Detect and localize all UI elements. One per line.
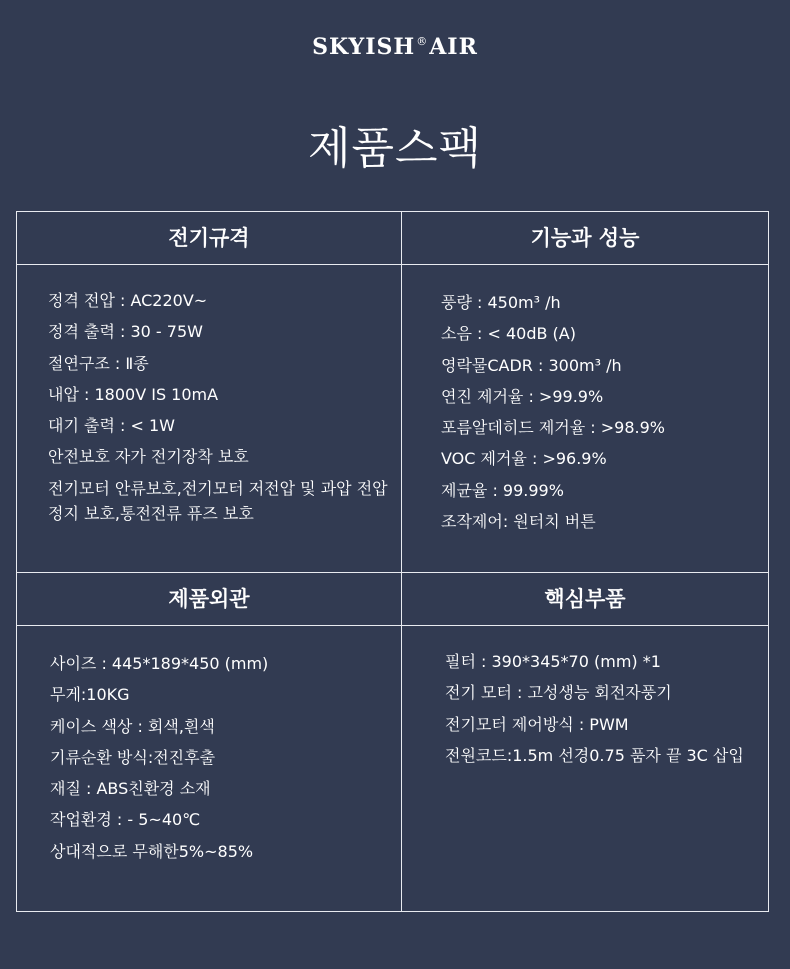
spec-item: 케이스 색상 : 회색,흰색 bbox=[50, 716, 215, 736]
spec-item: 연진 제거율 : >99.9% bbox=[441, 386, 604, 406]
spec-item: 소음 : < 40dB (A) bbox=[441, 324, 576, 344]
spec-item: 무게:10KG bbox=[50, 685, 130, 705]
section-heading-appearance: 제품외관 bbox=[168, 587, 250, 611]
spec-item: 사이즈 : 445*189*450 (mm) bbox=[50, 654, 269, 673]
spec-item: 상대적으로 무해한5%~85% bbox=[50, 841, 254, 861]
spec-item: 조작제어: 원터치 버튼 bbox=[441, 512, 596, 532]
spec-item: 제균율 : 99.99% bbox=[441, 480, 564, 500]
spec-item: 영락물CADR : 300m³ /h bbox=[441, 355, 622, 375]
brand-logo bbox=[0, 34, 790, 60]
row-divider bbox=[17, 625, 768, 626]
spec-item: 전원코드:1.5m 선경0.75 품자 끝 3C 삽입 bbox=[445, 745, 744, 765]
spec-item: 내압 : 1800V IS 10mA bbox=[48, 384, 219, 404]
spec-item: 포름알데히드 제거율 : >98.9% bbox=[441, 418, 665, 438]
section-heading-electrical: 전기규격 bbox=[168, 226, 250, 250]
spec-item: 풍량 : 450m³ /h bbox=[441, 293, 561, 312]
spec-item: 정격 출력 : 30 - 75W bbox=[48, 322, 203, 342]
page-title: 제품스팩 bbox=[307, 123, 482, 174]
brand-name-right: AIR bbox=[429, 34, 478, 60]
spec-item: 전기모터 안류보호,전기모터 저전압 및 과압 전압 정지 보호,통전전류 퓨즈 보호 bbox=[48, 478, 388, 523]
section-heading-core-parts: 핵심부품 bbox=[544, 587, 626, 611]
spec-item: 정격 전압 : AC220V~ bbox=[48, 291, 208, 310]
section-list-performance bbox=[441, 287, 761, 537]
column-divider bbox=[401, 212, 402, 911]
spec-table bbox=[16, 211, 769, 912]
spec-item: 대기 출력 : < 1W bbox=[48, 416, 175, 436]
spec-item: 작업환경 : - 5~40℃ bbox=[50, 810, 201, 830]
spec-item: 안전보호 자가 전기장착 보호 bbox=[48, 447, 249, 467]
registered-mark: ® bbox=[416, 35, 429, 48]
section-list-appearance bbox=[50, 648, 390, 867]
section-heading-performance: 기능과 성능 bbox=[530, 226, 640, 250]
spec-item: 전기모터 제어방식 : PWM bbox=[445, 714, 629, 734]
brand-name-left: SKYISH bbox=[312, 34, 416, 60]
spec-item: 전기 모터 : 고성생능 회전자풍기 bbox=[445, 683, 672, 703]
row-divider bbox=[17, 264, 768, 265]
spec-item: 기류순환 방식:전진후출 bbox=[50, 747, 216, 767]
section-list-core-parts bbox=[445, 646, 760, 770]
section-list-electrical bbox=[48, 285, 388, 526]
spec-item: 절연구조 : Ⅱ종 bbox=[48, 353, 149, 373]
spec-item: VOC 제거율 : >96.9% bbox=[441, 449, 607, 469]
spec-item: 필터 : 390*345*70 (mm) *1 bbox=[445, 652, 661, 671]
spec-item: 재질 : ABS친환경 소재 bbox=[50, 779, 211, 799]
